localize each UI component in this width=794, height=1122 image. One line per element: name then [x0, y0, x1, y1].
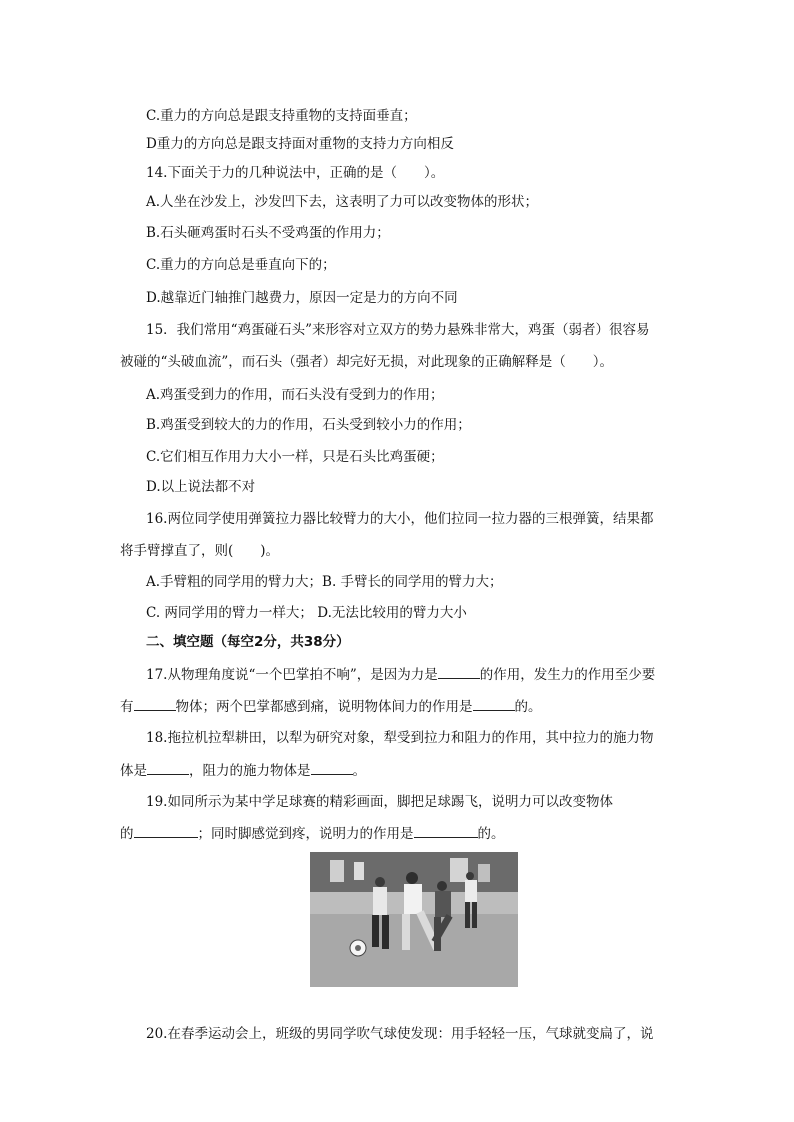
option-16cd: C. 两同学用的臂力一样大； D.无法比较用的臂力大小: [146, 605, 467, 621]
option-15a: A.鸡蛋受到力的作用，而石头没有受到力的作用；: [146, 387, 444, 403]
soccer-match-photo: [310, 852, 518, 987]
q17-text-d: 物体；两个巴掌都感到痛，说明物体间力的作用是: [175, 699, 473, 715]
answer-blank[interactable]: [147, 760, 189, 775]
question-15-cont: 被碰的“头破血流”，而石头（强者）却完好无损，对此现象的正确解释是（ ）。: [120, 354, 614, 370]
option-16ab: A.手臂粗的同学用的臂力大；B. 手臂长的同学用的臂力大；: [146, 574, 503, 590]
question-17: [146, 664, 655, 685]
q19-text-d: 的。: [477, 826, 505, 842]
option-14c: C.重力的方向总是垂直向下的；: [146, 257, 336, 273]
option-14d: D.越靠近门轴推门越费力，原因一定是力的方向不同: [146, 290, 458, 306]
option-14b: B.石头砸鸡蛋时石头不受鸡蛋的作用力；: [146, 225, 390, 241]
question-15: 15．我们常用“鸡蛋碰石头”来形容对立双方的势力悬殊非常大，鸡蛋（弱者）很容易: [146, 322, 650, 338]
answer-blank[interactable]: [414, 823, 478, 838]
question-19: 19.如同所示为某中学足球赛的精彩画面，脚把足球踢飞，说明力可以改变物体: [146, 794, 613, 810]
question-19-cont: [120, 823, 505, 844]
option-13c: C.重力的方向总是跟支持重物的支持面垂直；: [146, 108, 417, 124]
option-15c: C.它们相互作用力大小一样，只是石头比鸡蛋硬；: [146, 449, 444, 465]
answer-blank[interactable]: [438, 664, 480, 679]
option-15d: D.以上说法都不对: [146, 479, 256, 495]
question-16-cont: 将手臂撑直了，则( )。: [120, 543, 280, 559]
q17-text-e: 的。: [514, 699, 542, 715]
question-17-cont: [120, 696, 542, 717]
question-20: 20.在春季运动会上，班级的男同学吹气球使发现：用手轻轻一压，气球就变扁了，说: [146, 1026, 654, 1042]
question-16: 16.两位同学使用弹簧拉力器比较臂力的大小，他们拉同一拉力器的三根弹簧，结果都: [146, 511, 654, 527]
section-heading-fill-blank: 二、填空题（每空2分，共38分）: [146, 634, 350, 650]
q19-text-b: 的: [120, 826, 134, 842]
q18-text-b: 体是: [120, 763, 147, 779]
question-14: 14.下面关于力的几种说法中，正确的是（ ）。: [146, 165, 445, 181]
question-18-cont: [120, 760, 366, 781]
option-14a: A.人坐在沙发上，沙发凹下去，这表明了力可以改变物体的形状；: [146, 194, 539, 210]
answer-blank[interactable]: [311, 760, 353, 775]
answer-blank[interactable]: [134, 823, 198, 838]
q18-text-c: ，阻力的施力物体是: [189, 763, 311, 779]
answer-blank[interactable]: [473, 696, 515, 711]
q18-text-d: 。: [352, 763, 366, 779]
option-15b: B.鸡蛋受到较大的力的作用，石头受到较小力的作用；: [146, 417, 471, 433]
answer-blank[interactable]: [134, 696, 176, 711]
option-13d: D重力的方向总是跟支持面对重物的支持力方向相反: [146, 136, 454, 152]
q17-text-a: 17.从物理角度说“一个巴掌拍不响”，是因为力是: [146, 667, 438, 683]
soccer-photo-illustration: [310, 852, 518, 987]
q17-text-b: 的作用，发生力的作用至少要: [479, 667, 656, 683]
q17-text-c: 有: [120, 699, 134, 715]
question-18: 18.拖拉机拉犁耕田，以犁为研究对象，犁受到拉力和阻力的作用，其中拉力的施力物: [146, 730, 654, 746]
q19-text-c: ；同时脚感觉到疼，说明力的作用是: [197, 826, 414, 842]
